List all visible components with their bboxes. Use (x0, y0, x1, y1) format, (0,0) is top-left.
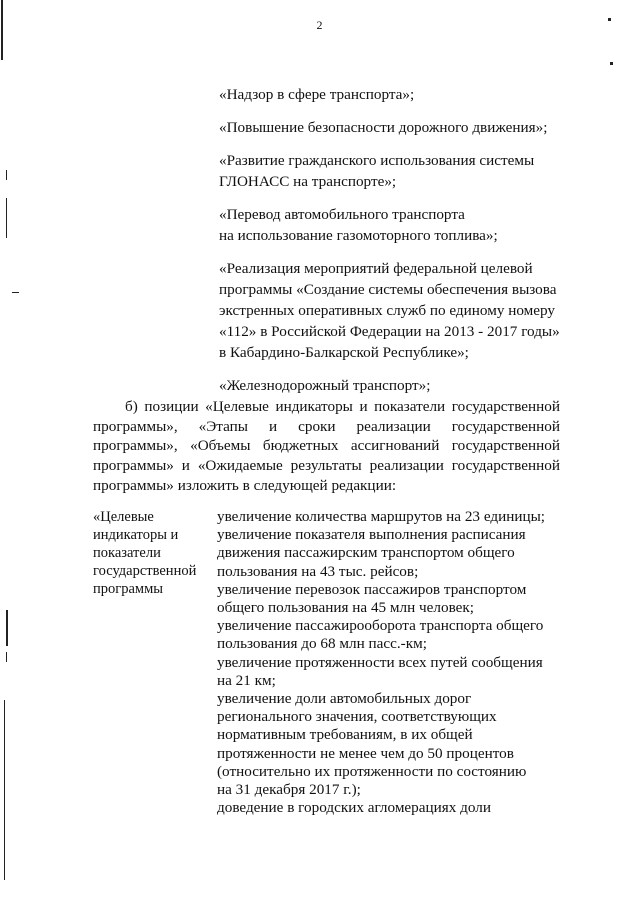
label-line: государственной (93, 563, 197, 579)
value-line: протяженности не менее чем до 50 процентов (217, 744, 514, 762)
amendment-paragraph: б) позиции «Целевые индикаторы и показатели государственной программы», «Этапы и сроки реализации государственной программы», «Объемы бюджетных ассигнований государственной программы» и «Ожидаемые результаты реализации государственной программы» изложить в следующей редакции: (93, 398, 560, 494)
value-line: на 31 декабря 2017 г.); (217, 781, 361, 799)
table-row-value (217, 508, 563, 817)
label-line: индикаторы и (93, 527, 179, 543)
value-line: увеличение перевозок пассажиров транспортом (217, 580, 527, 598)
value-line: пользования до 68 млн пасс.-км; (217, 635, 427, 653)
scan-mark (6, 610, 8, 646)
indicators-table (93, 508, 563, 817)
label-line: «Целевые (93, 509, 154, 525)
value-line: нормативным требованиям, в их общей (217, 726, 473, 744)
value-line: общего пользования на 45 млн человек; (217, 599, 475, 617)
list-item-line: «Повышение безопасности дорожного движения»; (219, 119, 548, 136)
value-line: увеличение пассажирооборота транспорта общего (217, 617, 544, 635)
value-line: на 21 км; (217, 671, 276, 689)
scan-mark (608, 18, 611, 21)
value-line: доведение в городских агломерациях доли (217, 799, 491, 817)
list-item-line: «112» в Российской Федерации на 2013 - 2017 годы» (219, 323, 560, 340)
table-row (93, 508, 563, 817)
subprogram-list (219, 84, 579, 396)
value-line: увеличение протяженности всех путей сообщения (217, 653, 543, 671)
list-item (219, 375, 579, 396)
page-number: 2 (316, 18, 323, 32)
list-item-line: «Железнодорожный транспорт»; (219, 377, 431, 394)
scan-mark (6, 198, 7, 238)
scan-mark (12, 292, 19, 293)
list-item-line: ГЛОНАСС на транспорте»; (219, 173, 397, 190)
list-item (219, 258, 579, 363)
scan-mark (4, 700, 5, 880)
scan-mark (1, 0, 3, 60)
list-item (219, 117, 579, 138)
value-line: пользования на 43 тыс. рейсов; (217, 562, 419, 580)
list-item-line: «Надзор в сфере транспорта»; (219, 86, 415, 103)
value-line: увеличение показателя выполнения расписания (217, 526, 526, 544)
list-item-line: «Реализация мероприятий федеральной целевой (219, 260, 533, 277)
list-item (219, 84, 579, 105)
list-item-line: «Перевод автомобильного транспорта (219, 206, 465, 223)
scan-mark (6, 170, 7, 180)
list-item-line: программы «Создание системы обеспечения вызова (219, 281, 557, 298)
value-line: движения пассажирским транспортом общего (217, 544, 515, 562)
list-item (219, 150, 579, 192)
scan-mark (6, 652, 7, 662)
list-item-line: в Кабардино-Балкарской Республике»; (219, 344, 469, 361)
value-line: (относительно их протяженности по состоянию (217, 762, 527, 780)
label-line: показатели (93, 545, 161, 561)
list-item-line: на использование газомоторного топлива»; (219, 227, 498, 244)
value-line: регионального значения, соответствующих (217, 708, 497, 726)
scan-mark (610, 62, 613, 65)
list-item (219, 204, 579, 246)
label-line: программы (93, 581, 163, 597)
list-item-line: экстренных оперативных служб по единому номеру (219, 302, 555, 319)
value-line: увеличение доли автомобильных дорог (217, 690, 472, 708)
value-line: увеличение количества маршрутов на 23 единицы; (217, 508, 546, 525)
table-row-label (93, 508, 217, 817)
list-item-line: «Развитие гражданского использования системы (219, 152, 535, 169)
